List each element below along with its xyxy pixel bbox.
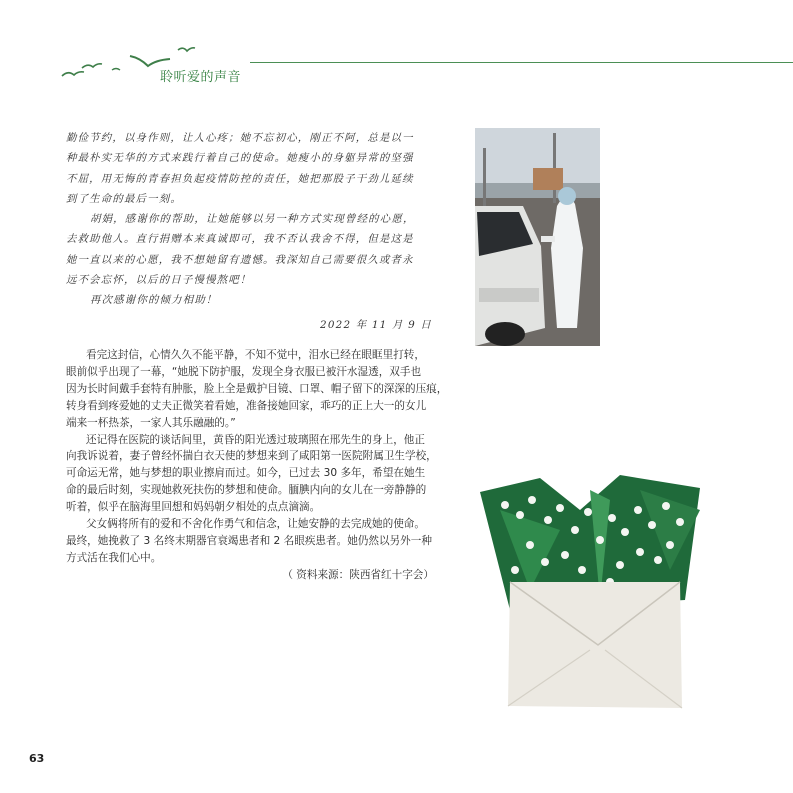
letter-line: 胡娟，感谢你的帮助，让她能够以另一种方式实现曾经的心愿，: [90, 213, 415, 226]
source-note: （ 资料来源：陕西省红十字会）: [282, 568, 434, 581]
letter-line: 去救助他人。直行捐赠本来真诚即可，我不否认我舍不得，但是这是: [66, 233, 414, 246]
body-line: 还记得在医院的谈话间里，黄昏的阳光透过玻璃照在邢先生的身上，他正: [86, 433, 425, 446]
body-line: 因为长时间戴手套特有肿胀，脸上全是戴护目镜、口罩、帽子留下的深深的压痕，: [66, 382, 448, 395]
letter-line: 勤俭节约，以身作则，让人心疼；她不忘初心，刚正不阿，总是以一: [66, 132, 414, 144]
body-line: 向我诉说着，妻子曾经怀揣白衣天使的梦想来到了咸阳第一医院附属卫生学校，: [66, 450, 437, 463]
body-line: 看完这封信，心情久久不能平静，不知不觉中，泪水已经在眼眶里打转，: [86, 349, 425, 361]
page-header: [0, 0, 793, 100]
letter-date: 2022 年 11 月 9 日: [320, 318, 432, 331]
letter-line: 不屈，用无悔的青春担负起疫情防控的责任，她把那股子干劲儿延续: [66, 172, 414, 185]
lily-of-the-valley-envelope-image: [470, 470, 720, 715]
article-body: [66, 347, 448, 584]
body-line: 最终，她挽救了 3 名终末期器官衰竭患者和 2 名眼疾患者。她仍然以另外一种: [66, 534, 432, 547]
letter-line: 到了生命的最后一刻。: [66, 192, 182, 205]
body-line: 听着，似乎在脑海里回想和妈妈朝夕相处的点点滴滴。: [66, 501, 321, 514]
body-line: 命的最后时刻，实现她救死扶伤的梦想和使命。腼腆内向的女儿在一旁静静的: [66, 484, 427, 497]
letter-excerpt: [66, 128, 450, 335]
letter-line: 种最朴实无华的方式来践行着自己的使命。她瘦小的身躯异常的坚强: [66, 152, 414, 165]
body-line: 转身看到疼爱她的丈夫正微笑着看她，准备接她回家，乖巧的正上大一的女儿: [66, 399, 427, 412]
body-line: 眼前似乎出现了一幕，“她脱下防护服，发现全身衣服已被汗水湿透，双手也: [66, 365, 422, 378]
letter-line: 她一直以来的心愿，我不想她留有遗憾。我深知自己需要很久或者永: [66, 253, 414, 266]
body-line: 方式活在我们心中。: [66, 551, 162, 564]
body-line: 可命运无常，她与梦想的职业擦肩而过。如今，已过去 30 多年，希望在她生: [66, 467, 426, 480]
body-line: 端来一杯热茶，一家人其乐融融的。”: [66, 416, 236, 429]
body-line: 父女俩将所有的爱和不舍化作勇气和信念，让她安静的去完成她的使命。: [86, 518, 425, 531]
section-title: 聆听爱的声音: [160, 70, 242, 85]
page-number: 63: [29, 752, 45, 765]
photo-nurse-at-car: [475, 128, 600, 346]
header-rule: [250, 62, 793, 63]
letter-closing: 再次感谢你的倾力相助！: [90, 294, 218, 307]
letter-line: 远不会忘怀，以后的日子慢慢熬吧！: [66, 274, 252, 287]
